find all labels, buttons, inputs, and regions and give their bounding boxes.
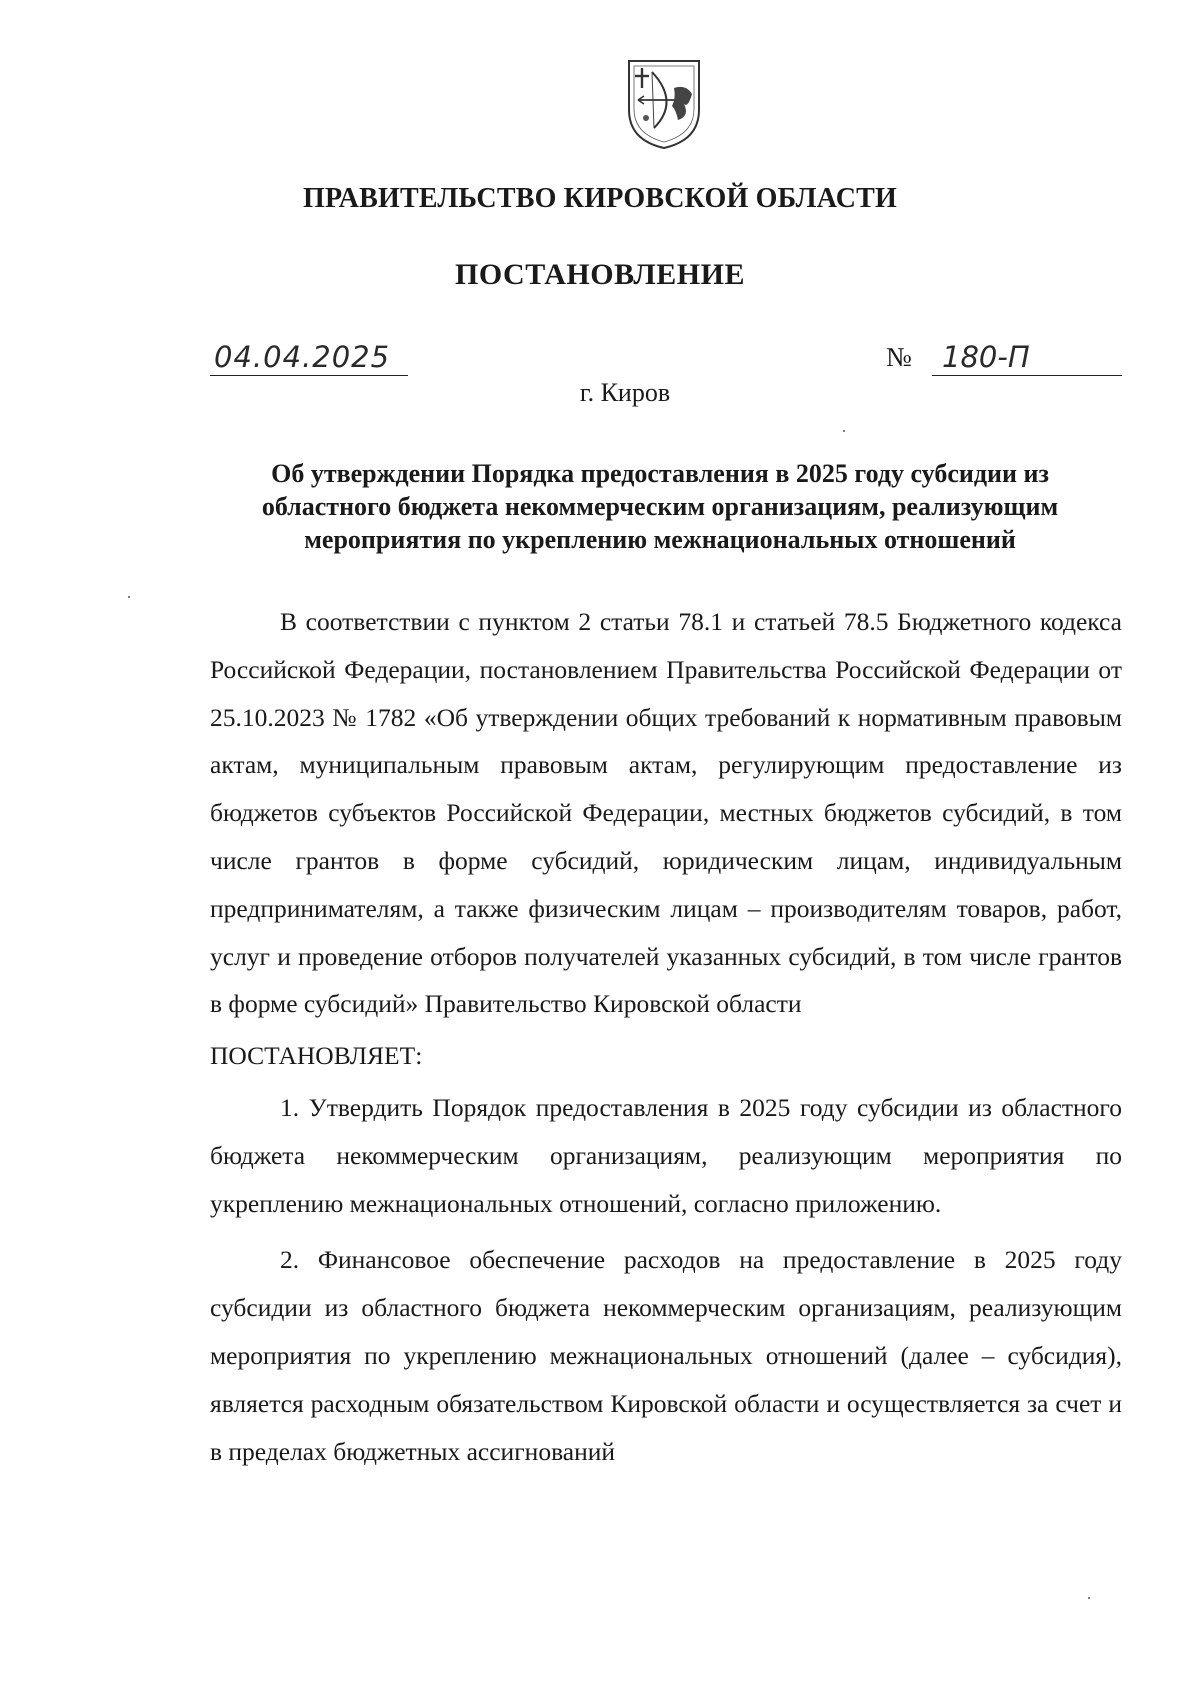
decree-word: ПОСТАНОВЛЯЕТ: [210, 1041, 423, 1071]
document-body [210, 598, 1122, 1475]
document-date-field [210, 340, 410, 380]
organization-title: ПРАВИТЕЛЬСТВО КИРОВСКОЙ ОБЛАСТИ [302, 183, 897, 214]
number-underline [932, 375, 1122, 376]
document-number: 180-П [942, 340, 1030, 374]
scan-speck [843, 430, 845, 432]
coat-of-arms-icon [626, 58, 702, 150]
item-1-paragraph: 1. Утвердить Порядок предоставления в 2025 году субсидии из областного бюджета некоммерческим организациям, реализующим мероприятия по укреплению межнациональных отношений, согласно приложению. [210, 1092, 1122, 1218]
date-underline [210, 375, 408, 376]
item-2-paragraph: 2. Финансовое обеспечение расходов на предоставление в 2025 году субсидии из областного бюджета некоммерческим организациям, реализующим мероприятия по укреплению межнациональных отношений (далее – субсидия), является расходным обязательством Кировской области и осуществляется за счет и в пределах бюджетных ассигнований [210, 1245, 1122, 1466]
document-subject-heading: Об утверждении Порядка предоставления в 2025 году субсидии из областного бюджета некоммерческим организациям, реализующим мероприятия по укреплению межнациональных отношений [261, 459, 1059, 554]
scan-speck [1088, 1597, 1090, 1599]
document-date: 04.04.2025 [214, 340, 391, 374]
document-type-heading: ПОСТАНОВЛЕНИЕ [455, 258, 745, 291]
scan-speck [128, 596, 130, 598]
number-sign: № [886, 342, 912, 372]
document-number-field [886, 340, 1122, 380]
city-label: г. Киров [579, 378, 671, 407]
preamble-paragraph: В соответствии с пунктом 2 статьи 78.1 и статьей 78.5 Бюджетного кодекса Российской Федерации, постановлением Правительства Российской Федерации от 25.10.2023 № 1782 «Об утверждении общих требований к нормативным правовым актам, муниципальным правовым актам, регулирующим предоставление из бюджетов субъектов Российской Федерации, местных бюджетов субсидий, в том числе грантов в форме субсидий, юридическим лицам, индивидуальным предпринимателям, а также физическим лицам – производителям товаров, работ, услуг и проведение отборов получателей указанных субсидий, в том числе грантов в форме субсидий» Правительство Кировской области [210, 607, 1122, 1019]
